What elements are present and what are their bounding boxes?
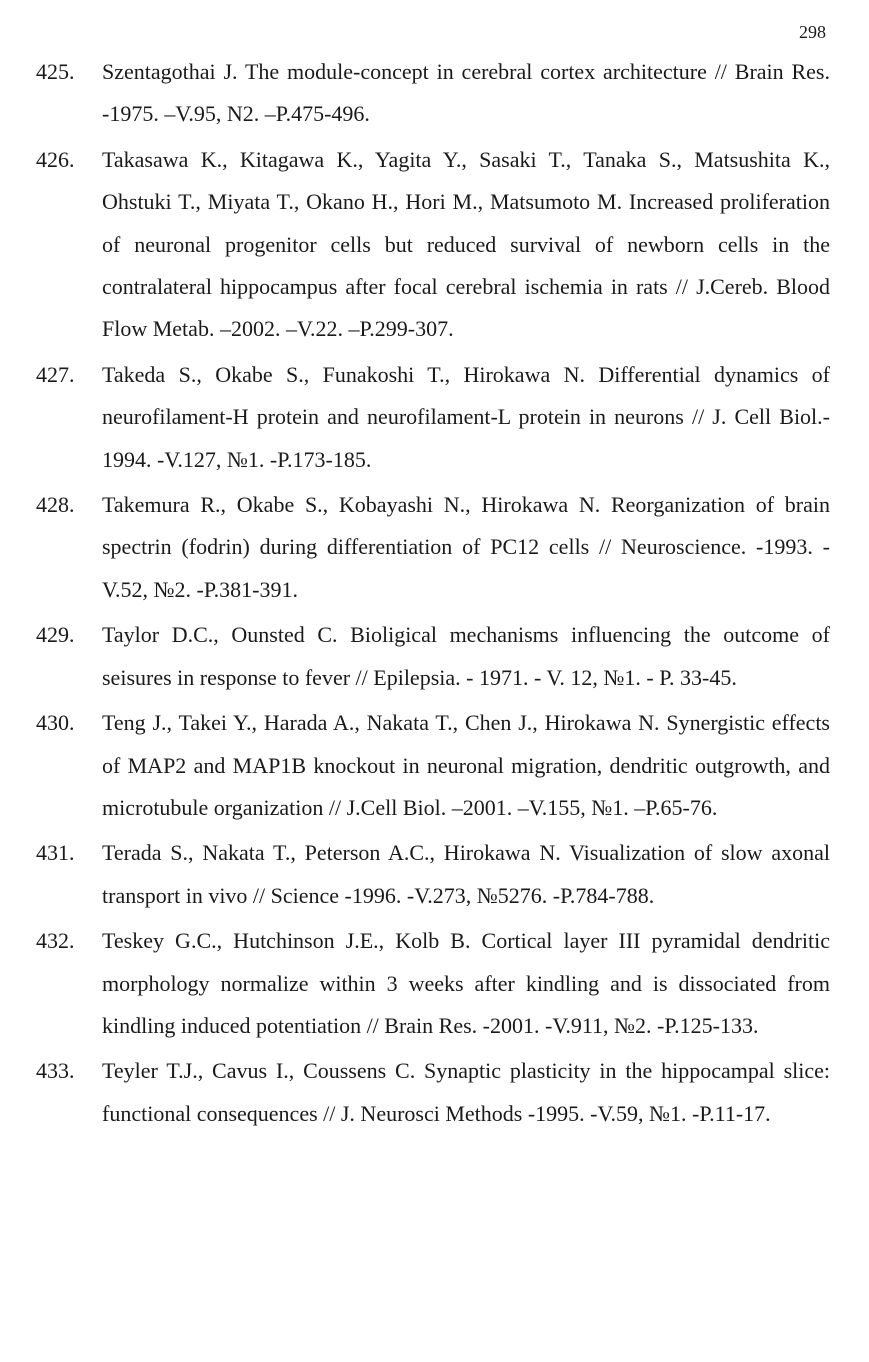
reference-text: Takasawa K., Kitagawa K., Yagita Y., Sasaki T., Tanaka S., Matsushita K., Ohstuki T., Miyata T., Okano H., Hori M., Matsumoto M. Increased proliferation of neuronal progenitor cells but reduced survival of newborn cells in the contralateral hippocampus after focal cerebral ischemia in rats // J.Cereb. Blood Flow Metab. –2002. –V.22. –P.299-307. [102, 146, 830, 342]
reference-number: 433. [36, 1058, 75, 1084]
reference-text: Teyler T.J., Cavus I., Coussens C. Synaptic plasticity in the hippocampal slice: functional consequences // J. Neurosci Methods -1995. -V.59, №1. -P.11-17. [102, 1058, 830, 1126]
reference-item [36, 354, 830, 481]
reference-item [36, 920, 830, 1047]
reference-text: Terada S., Nakata T., Peterson A.C., Hirokawa N. Visualization of slow axonal transport in vivo // Science -1996. -V.273, №5276. -P.784-788. [102, 840, 830, 908]
reference-item [36, 139, 830, 351]
reference-item [36, 614, 830, 699]
reference-item [36, 51, 830, 136]
reference-text: Szentagothai J. The module-concept in cerebral cortex architecture // Brain Res. -1975. –V.95, N2. –P.475-496. [102, 59, 830, 127]
reference-text: Takeda S., Okabe S., Funakoshi T., Hirokawa N. Differential dynamics of neurofilament-H protein and neurofilament-L protein in neurons // J. Cell Biol.- 1994. -V.127, №1. -P.173-185. [102, 361, 830, 472]
reference-item [36, 832, 830, 917]
reference-number: 425. [36, 59, 75, 84]
reference-item [36, 702, 830, 829]
reference-text: Takemura R., Okabe S., Kobayashi N., Hirokawa N. Reorganization of brain spectrin (fodrin) during differentiation of PC12 cells // Neuroscience. -1993. -V.52, №2. -P.381-391. [102, 492, 830, 602]
reference-number: 429. [36, 622, 75, 648]
reference-item [36, 1050, 830, 1135]
reference-number: 426. [36, 146, 75, 172]
reference-text: Teskey G.C., Hutchinson J.E., Kolb B. Cortical layer III pyramidal dendritic morphology normalize within 3 weeks after kindling and is dissociated from kindling induced potentiation // Brain Res. -2001. -V.911, №2. -P.125-133. [102, 928, 830, 1038]
reference-item [36, 484, 830, 611]
reference-list [36, 51, 830, 1138]
reference-number: 432. [36, 928, 75, 954]
reference-number: 431. [36, 840, 75, 866]
reference-number: 427. [36, 361, 75, 387]
reference-text: Taylor D.C., Ounsted C. Bioligical mechanisms influencing the outcome of seisures in response to fever // Epilepsia. - 1971. - V. 12, №1. - P. 33-45. [102, 622, 830, 690]
reference-text: Teng J., Takei Y., Harada A., Nakata T., Chen J., Hirokawa N. Synergistic effects of MAP2 and MAP1B knockout in neuronal migration, dendritic outgrowth, and microtubule organization // J.Cell Biol. –2001. –V.155, №1. –P.65-76. [102, 710, 830, 820]
reference-number: 428. [36, 492, 75, 518]
reference-number: 430. [36, 710, 75, 736]
page-number: 298 [799, 22, 826, 42]
